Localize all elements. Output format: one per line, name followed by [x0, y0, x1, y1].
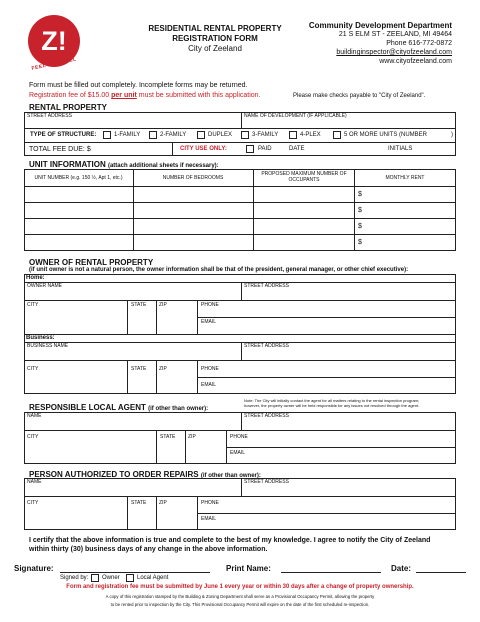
repairs-name-field[interactable]: NAME	[27, 479, 42, 485]
owner-phone-field[interactable]: PHONE	[201, 302, 219, 308]
form-title-line3: City of Zeeland	[188, 44, 242, 53]
agent-phone-field[interactable]: PHONE	[230, 434, 248, 440]
submission-deadline: Form and registration fee must be submitted by June 1 every year or within 30 days after a change of property ownership.	[66, 584, 414, 590]
agent-state-field[interactable]: STATE	[160, 434, 176, 440]
owner-note: (if unit owner is not a natural person, the owner information shall be that of the president, general manager, or other chief executive):	[29, 267, 409, 273]
checkbox-signed-local-agent[interactable]	[126, 574, 134, 582]
col-max-occupants: PROPOSED MAXIMUM NUMBER OF OCCUPANTS	[261, 171, 347, 183]
repairs-zip-field[interactable]: ZIP	[159, 500, 167, 506]
date-line[interactable]	[416, 572, 466, 573]
business-state-field[interactable]: STATE	[131, 366, 147, 372]
checks-payable-note: Please make checks payable to "City of Zeeland".	[293, 93, 426, 99]
business-phone-field[interactable]: PHONE	[201, 366, 219, 372]
signed-by-label: Signed by:	[60, 575, 89, 581]
agent-note: Note: The City will initially contact the agent for all matters relating to the rental inspection program; however, the property owner will be held responsible for any issues not resolved through the agent.	[244, 398, 420, 408]
checkbox-paid[interactable]	[246, 145, 254, 153]
repairs-heading: PERSON AUTHORIZED TO ORDER REPAIRS (if other than owner):	[29, 470, 261, 479]
owner-email-field[interactable]: EMAIL	[201, 319, 217, 325]
local-agent-heading: RESPONSIBLE LOCAL AGENT (if other than owner):	[29, 403, 209, 412]
col-bedrooms: NUMBER OF BEDROOMS	[162, 175, 224, 181]
owner-home-label: Home:	[26, 275, 45, 281]
agent-email-field[interactable]: EMAIL	[230, 450, 246, 456]
print-name-label: Print Name:	[226, 564, 271, 573]
type-2-family: 2-FAMILY	[160, 132, 187, 138]
business-name-field[interactable]: BUSINESS NAME	[27, 343, 69, 349]
form-title-line2: REGISTRATION FORM	[172, 34, 258, 43]
department-website-link[interactable]: www.cityofzeeland.com	[379, 58, 452, 65]
print-name-line[interactable]	[281, 572, 381, 573]
rent-symbol-row3: $	[358, 223, 362, 230]
paid-label: PAID	[258, 146, 272, 152]
owner-street-address-field[interactable]: STREET ADDRESS	[244, 283, 289, 289]
agent-name-field[interactable]: NAME	[27, 413, 42, 419]
department-phone: Phone 616-772-0872	[386, 40, 452, 47]
repairs-phone-field[interactable]: PHONE	[201, 500, 219, 506]
repairs-table	[24, 478, 456, 530]
type-4-plex: 4-PLEX	[300, 132, 321, 138]
intro-fee-notice	[29, 92, 261, 100]
department-email-link[interactable]: buildinginspector@cityofzeeland.com	[336, 49, 452, 56]
repairs-city-field[interactable]: CITY	[27, 500, 39, 506]
fee-prefix: Registration fee of $15.00	[29, 92, 112, 99]
footer-note-line2: to be rented prior to inspection by the City. This Provisional Occupancy Permit will expire on the date of the first scheduled re-inspection.	[110, 602, 370, 607]
rental-property-heading: RENTAL PROPERTY	[29, 103, 107, 112]
checkbox-4-plex[interactable]	[289, 131, 297, 139]
type-1-family: 1-FAMILY	[114, 132, 141, 138]
checkbox-1-family[interactable]	[103, 131, 111, 139]
agent-zip-field[interactable]: ZIP	[188, 434, 196, 440]
fee-per-unit: per unit	[111, 92, 137, 99]
fee-suffix: must be submitted with this application.	[136, 92, 261, 99]
unit-information-table	[24, 169, 456, 251]
agent-city-field[interactable]: CITY	[27, 434, 39, 440]
development-name-field[interactable]: NAME OF DEVELOPMENT (IF APPLICABLE)	[244, 113, 347, 119]
owner-state-field[interactable]: STATE	[131, 302, 147, 308]
rental-street-address-field[interactable]: STREET ADDRESS	[27, 113, 72, 119]
business-email-field[interactable]: EMAIL	[201, 382, 217, 388]
rent-symbol-row2: $	[358, 207, 362, 214]
col-monthly-rent: MONTHLY RENT	[385, 175, 425, 181]
unit-information-heading: UNIT INFORMATION (attach additional sheets if necessary):	[29, 160, 219, 169]
owner-business-label: Business:	[26, 335, 55, 341]
checkbox-2-family[interactable]	[149, 131, 157, 139]
checkbox-duplex[interactable]	[197, 131, 205, 139]
signed-local-agent-label: Local Agent	[137, 575, 169, 581]
structure-type-label: TYPE OF STRUCTURE:	[30, 132, 97, 138]
signature-line[interactable]	[60, 572, 210, 573]
city-use-only-label: CITY USE ONLY:	[180, 146, 227, 152]
signed-owner-label: Owner	[102, 575, 120, 581]
business-zip-field[interactable]: ZIP	[159, 366, 167, 372]
business-street-address-field[interactable]: STREET ADDRESS	[244, 343, 289, 349]
business-city-field[interactable]: CITY	[27, 366, 39, 372]
rent-symbol-row4: $	[358, 239, 362, 246]
department-name: Community Development Department	[308, 21, 452, 30]
signature-label: Signature:	[14, 564, 54, 573]
repairs-state-field[interactable]: STATE	[131, 500, 147, 506]
total-fee-due-field[interactable]: TOTAL FEE DUE: $	[29, 146, 91, 153]
initials-field[interactable]: INITIALS	[388, 146, 413, 152]
checkbox-5-or-more[interactable]	[333, 131, 341, 139]
rent-symbol-row1: $	[358, 191, 362, 198]
owner-zip-field[interactable]: ZIP	[159, 302, 167, 308]
svg-text:Z!: Z!	[41, 26, 67, 56]
department-address: 21 S ELM ST - ZEELAND, MI 49464	[338, 31, 452, 38]
form-title-line1: RESIDENTIAL RENTAL PROPERTY	[148, 24, 282, 33]
footer-note-line1: A copy of this registration stamped by the Building & Zoning Department shall serve as a Provisional Occupancy Permit, allowing the property	[105, 594, 375, 599]
repairs-email-field[interactable]: EMAIL	[201, 516, 217, 522]
col-unit-number: UNIT NUMBER (e.g. 150 ½, Apt 1, etc.)	[34, 175, 123, 181]
checkbox-signed-owner[interactable]	[91, 574, 99, 582]
type-5-or-more-close: )	[451, 132, 453, 138]
repairs-street-address-field[interactable]: STREET ADDRESS	[244, 479, 289, 485]
date-label: Date:	[391, 564, 412, 573]
owner-heading: OWNER OF RENTAL PROPERTY	[29, 258, 154, 267]
logo-tagline: FEEL THE ZEEL	[31, 56, 78, 72]
type-duplex: DUPLEX	[208, 132, 233, 138]
certification-line1: I certify that the above information is true and complete to the best of my knowledge. I agree to notify the City of Zeeland	[29, 537, 431, 544]
owner-city-field[interactable]: CITY	[27, 302, 39, 308]
agent-street-address-field[interactable]: STREET ADDRESS	[244, 413, 289, 419]
type-3-family: 3-FAMILY	[252, 132, 279, 138]
certification-line2: within thirty (30) business days of any change in the above information.	[29, 546, 268, 553]
type-5-or-more: 5 OR MORE UNITS (NUMBER	[344, 132, 428, 138]
checkbox-3-family[interactable]	[241, 131, 249, 139]
owner-name-field[interactable]: OWNER NAME	[27, 283, 62, 289]
intro-complete-notice: Form must be filled out completely. Incomplete forms may be returned.	[29, 82, 248, 89]
date-field[interactable]: DATE	[289, 146, 305, 152]
